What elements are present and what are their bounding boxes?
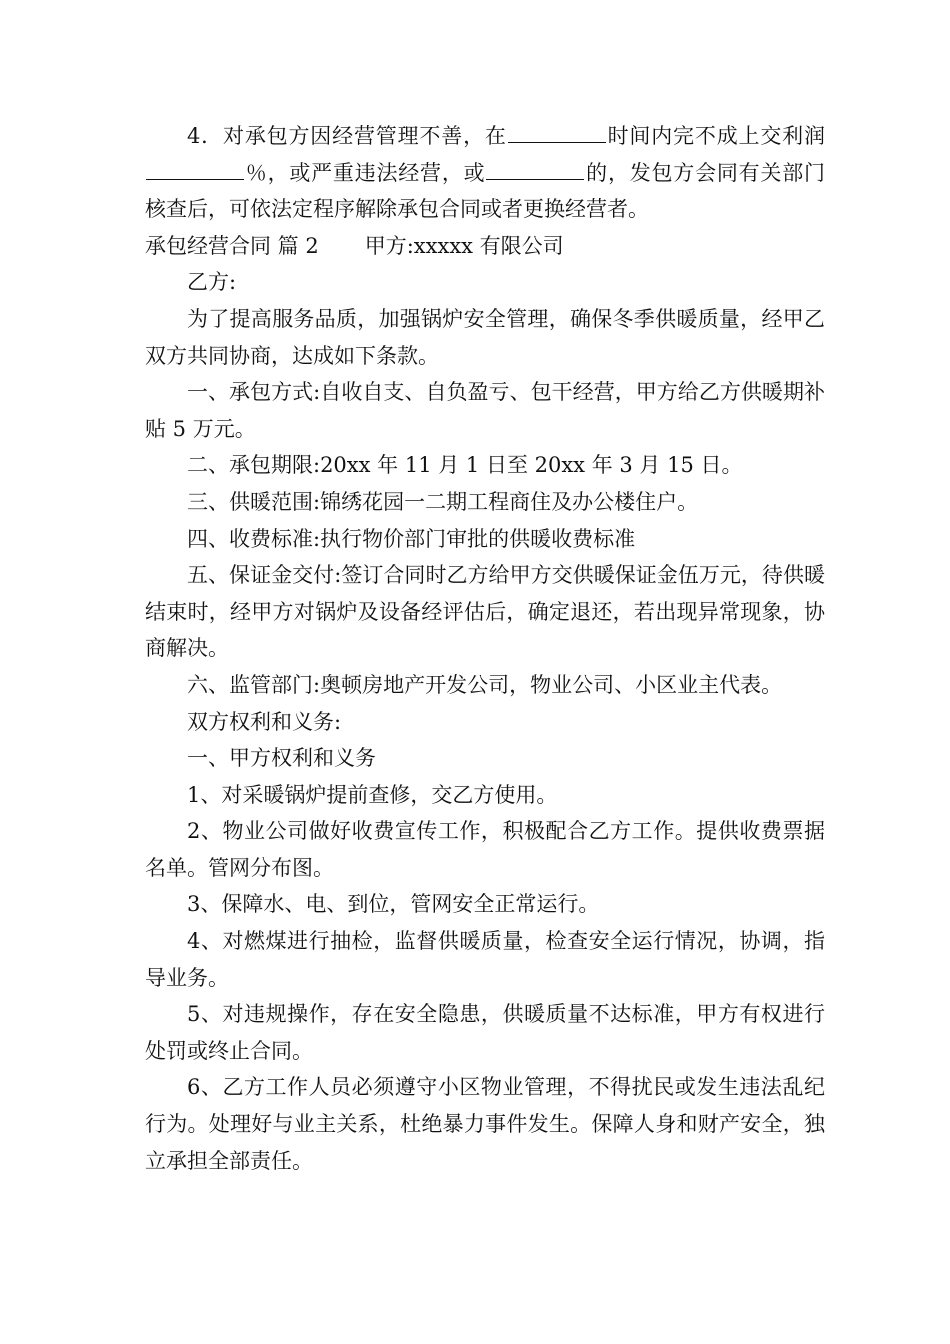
paragraph-fee-standard: 四、收费标准:执行物价部门审批的供暖收费标准 bbox=[187, 526, 636, 551]
clause-4-paragraph bbox=[145, 118, 825, 228]
clause-4-text-b: 时间内完不成上交利润 bbox=[606, 124, 825, 148]
clause-4-text-d: 的，发包方会同有关部门核查后，可依法定程序解除承包合同或者更换经营者。 bbox=[145, 160, 825, 222]
paragraph-contract-mode: 一、承包方式:自收自支、自负盈亏、包干经营，甲方给乙方供暖期补贴 5 万元。 bbox=[145, 380, 825, 441]
paragraph-rights-heading: 双方权利和义务: bbox=[187, 709, 342, 734]
document-body bbox=[145, 118, 825, 1179]
paragraph-intro: 为了提高服务品质，加强锅炉安全管理，确保冬季供暖质量，经甲乙双方共同协商，达成如下条款。 bbox=[145, 306, 825, 368]
section-title: 承包经营合同 篇 2 bbox=[145, 233, 319, 258]
clause-4-text-a: 4．对承包方因经营管理不善，在 bbox=[187, 124, 507, 148]
clause-4-text-c: ％，或严重违法经营，或 bbox=[245, 160, 486, 185]
paragraph-item-2: 2、物业公司做好收费宣传工作，积极配合乙方工作。提供收费票据名单。管网分布图。 bbox=[145, 819, 825, 880]
paragraph-supervision: 六、监管部门:奥顿房地产开发公司，物业公司、小区业主代表。 bbox=[187, 672, 783, 697]
party-b-line: 乙方: bbox=[187, 270, 237, 295]
paragraph-contract-period: 二、承包期限:20xx 年 11 月 1 日至 20xx 年 3 月 15 日。 bbox=[187, 453, 743, 478]
paragraph-item-5: 5、对违规操作，存在安全隐患，供暖质量不达标准，甲方有权进行处罚或终止合同。 bbox=[145, 1002, 825, 1063]
paragraph-item-4: 4、对燃煤进行抽检，监督供暖质量，检查安全运行情况，协调，指导业务。 bbox=[145, 929, 825, 990]
paragraph-deposit: 五、保证金交付:签订合同时乙方给甲方交供暖保证金伍万元，待供暖结束时，经甲方对锅炉及设备经评估后，确定退还，若出现异常现象，协商解决。 bbox=[145, 563, 825, 661]
party-a-line: 甲方:xxxxx 有限公司 bbox=[364, 233, 564, 258]
paragraph-item-6: 6、乙方工作人员必须遵守小区物业管理，不得扰民或发生违法乱纪行为。处理好与业主关系，杜绝暴力事件发生。保障人身和财产安全，独立承担全部责任。 bbox=[145, 1075, 825, 1173]
fill-blank-other bbox=[486, 159, 584, 180]
paragraph-item-3: 3、保障水、电、到位，管网安全正常运行。 bbox=[187, 892, 600, 917]
fill-blank-percent bbox=[146, 159, 244, 180]
paragraph-party-a-heading: 一、甲方权利和义务 bbox=[187, 746, 376, 771]
paragraph-heating-scope: 三、供暖范围:锦绣花园一二期工程商住及办公楼住户。 bbox=[187, 489, 699, 514]
paragraph-item-1: 1、对采暖锅炉提前查修，交乙方使用。 bbox=[187, 782, 558, 807]
fill-blank-time bbox=[508, 122, 606, 143]
section-heading-line bbox=[145, 228, 825, 265]
